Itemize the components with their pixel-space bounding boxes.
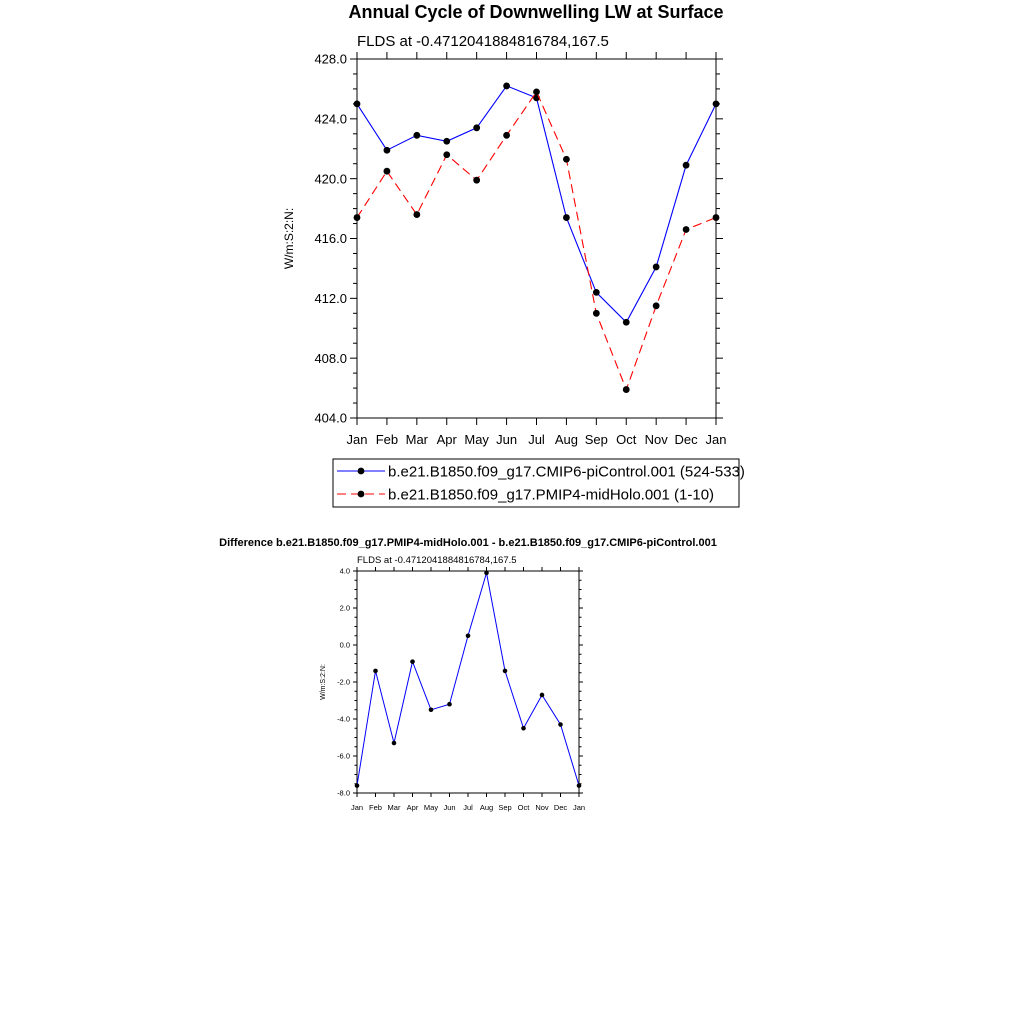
data-point xyxy=(466,633,471,638)
chart-2 xyxy=(219,537,717,812)
y-tick-label: 408.0 xyxy=(314,350,347,366)
x-tick-label: Jan xyxy=(705,432,727,447)
data-point xyxy=(473,177,480,184)
chart-subtitle: FLDS at -0.4712041884816784,167.5 xyxy=(357,33,609,50)
x-tick-label: Jan xyxy=(572,803,586,812)
data-point xyxy=(593,289,600,296)
data-point xyxy=(558,722,563,727)
x-tick-label: Feb xyxy=(375,432,399,447)
data-point xyxy=(593,310,600,317)
x-tick-label: Oct xyxy=(616,432,637,447)
data-point xyxy=(503,669,508,674)
y-tick-label: 412.0 xyxy=(314,291,347,307)
data-point xyxy=(533,89,540,96)
data-point xyxy=(540,693,545,698)
y-axis-label: W/m:S:2:N: xyxy=(320,664,327,700)
y-tick-label: 2.0 xyxy=(339,603,350,613)
x-tick-label: Apr xyxy=(436,432,457,447)
x-tick-label: May xyxy=(464,432,489,447)
x-tick-label: Nov xyxy=(644,432,668,447)
chart-title: Annual Cycle of Downwelling LW at Surface xyxy=(348,2,724,22)
x-tick-label: Jul xyxy=(463,803,473,812)
data-point xyxy=(373,669,378,674)
legend-marker xyxy=(358,491,365,498)
data-point xyxy=(623,386,630,393)
y-tick-label: -8.0 xyxy=(337,788,350,798)
data-point xyxy=(563,156,570,163)
data-point xyxy=(683,226,690,233)
y-tick-label: -4.0 xyxy=(337,714,350,724)
x-tick-label: Jun xyxy=(443,803,456,812)
y-tick-label: -6.0 xyxy=(337,751,350,761)
y-tick-label: 4.0 xyxy=(339,566,350,576)
plot-frame xyxy=(357,571,579,793)
legend-label: b.e21.B1850.f09_g17.CMIP6-piControl.001 (524-533) xyxy=(388,463,745,481)
series-line-1 xyxy=(357,86,716,322)
data-point xyxy=(683,162,690,169)
y-tick-label: 404.0 xyxy=(314,410,347,426)
y-axis-label: W/m:S:2:N: xyxy=(282,207,296,270)
data-point xyxy=(713,214,720,221)
y-tick-label: -2.0 xyxy=(337,677,350,687)
legend xyxy=(333,459,745,507)
data-point xyxy=(473,124,480,131)
data-point xyxy=(392,741,397,746)
x-tick-label: Oct xyxy=(517,803,530,812)
data-point xyxy=(413,132,420,139)
x-tick-label: Dec xyxy=(553,803,568,812)
data-point xyxy=(521,726,526,731)
data-point xyxy=(503,132,510,139)
x-tick-label: Apr xyxy=(406,803,419,812)
data-point xyxy=(443,151,450,158)
plot-frame xyxy=(357,59,716,418)
data-point xyxy=(713,100,720,107)
x-tick-label: Aug xyxy=(479,803,494,812)
data-point xyxy=(354,214,361,221)
data-point xyxy=(653,264,660,271)
data-point xyxy=(384,168,391,175)
y-tick-label: 424.0 xyxy=(314,111,347,127)
x-tick-label: Sep xyxy=(498,803,512,812)
chart-subtitle: FLDS at -0.4712041884816784,167.5 xyxy=(357,555,517,566)
data-point xyxy=(410,659,415,664)
x-tick-label: Mar xyxy=(387,803,401,812)
series-line-1 xyxy=(357,573,579,786)
data-point xyxy=(384,147,391,154)
y-tick-label: 0.0 xyxy=(339,640,350,650)
x-tick-label: Jul xyxy=(528,432,545,447)
x-tick-label: Mar xyxy=(405,432,429,447)
y-tick-label: 420.0 xyxy=(314,171,347,187)
y-tick-label: 416.0 xyxy=(314,231,347,247)
data-point xyxy=(653,302,660,309)
data-point xyxy=(447,702,452,707)
data-point xyxy=(623,319,630,326)
data-point xyxy=(355,783,360,788)
x-tick-label: Jan xyxy=(350,803,364,812)
chart-1 xyxy=(282,2,745,507)
data-point xyxy=(503,83,510,90)
x-tick-label: Jun xyxy=(496,432,518,447)
data-point xyxy=(484,571,489,576)
x-tick-label: Aug xyxy=(554,432,578,447)
y-tick-label: 428.0 xyxy=(314,51,347,67)
legend-label: b.e21.B1850.f09_g17.PMIP4-midHolo.001 (1-10) xyxy=(388,486,715,504)
x-tick-label: Feb xyxy=(369,803,382,812)
x-tick-label: Dec xyxy=(674,432,698,447)
data-point xyxy=(563,214,570,221)
x-tick-label: Jan xyxy=(346,432,368,447)
legend-marker xyxy=(358,468,365,475)
data-point xyxy=(443,138,450,145)
x-tick-label: Nov xyxy=(535,803,549,812)
data-point xyxy=(413,211,420,218)
series-line-2 xyxy=(357,92,716,390)
data-point xyxy=(354,100,361,107)
chart-title: Difference b.e21.B1850.f09_g17.PMIP4-midHolo.001 - b.e21.B1850.f09_g17.CMIP6-piControl.001 xyxy=(219,537,717,549)
data-point xyxy=(577,783,582,788)
data-point xyxy=(429,707,434,712)
x-tick-label: May xyxy=(423,803,439,812)
x-tick-label: Sep xyxy=(584,432,608,447)
